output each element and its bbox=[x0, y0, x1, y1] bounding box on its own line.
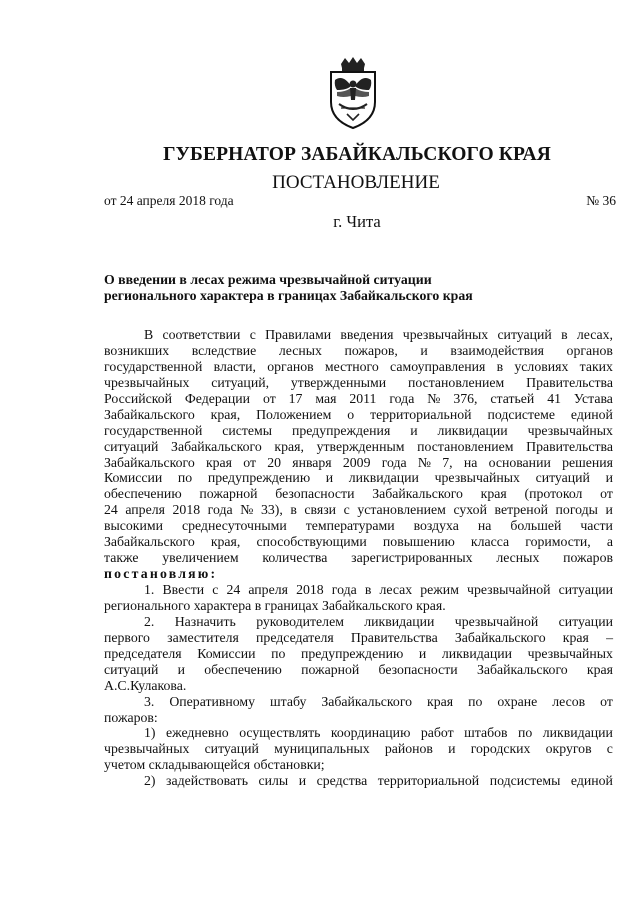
preamble-line: также увеличением количества зарегистрированных лесных пожаров bbox=[104, 550, 613, 566]
preamble-line: государственной власти, органов местного самоуправления в условиях таких bbox=[104, 358, 613, 374]
decree-word: постановляю: bbox=[104, 566, 218, 582]
preamble-line: ситуаций Забайкальского края, утвержденным постановлением Правительства bbox=[104, 438, 613, 454]
preamble-line: Комиссии по предупреждению и ликвидации чрезвычайных ситуаций и bbox=[104, 470, 613, 486]
subject-line: О введении в лесах режима чрезвычайной ситуации bbox=[104, 272, 432, 287]
preamble-line: Забайкальского края от 20 января 2009 года № 7, на основании решения bbox=[104, 454, 613, 470]
preamble-line: государственной системы предупреждения и ликвидации чрезвычайных bbox=[104, 422, 613, 438]
item-first-line: 2. Назначить руководителем ликвидации чрезвычайной ситуации bbox=[144, 613, 613, 629]
item-first-line: 2) задействовать силы и средства территориальной подсистемы единой bbox=[144, 773, 613, 789]
document-type: ПОСТАНОВЛЕНИЕ bbox=[272, 172, 440, 193]
item-line: председателя Комиссии по предупреждению и ликвидации чрезвычайных bbox=[104, 645, 613, 661]
item-line: А.С.Кулакова. bbox=[104, 677, 187, 693]
preamble-line: Российской Федерации от 17 мая 2011 года № 376, статьей 41 Устава bbox=[104, 390, 613, 406]
item-first-line: 3. Оперативному штабу Забайкальского края по охране лесов от bbox=[144, 693, 613, 709]
subject-line: регионального характера в границах Забайкальского края bbox=[104, 288, 473, 303]
preamble-line: Забайкальского края, способствующими повышению класса горимости, а bbox=[104, 534, 613, 550]
document-body bbox=[104, 327, 613, 789]
item-first-line: 1) ежедневно осуществлять координацию работ штабов по ликвидации bbox=[144, 725, 613, 741]
document-subject bbox=[104, 272, 534, 304]
item-line: пожаров: bbox=[104, 709, 158, 725]
preamble-line: 24 апреля 2018 года № 33), в связи с установлением сухой ветреной погоды и bbox=[104, 502, 613, 518]
item-line: ситуаций и обеспечению пожарной безопасности Забайкальского края bbox=[104, 661, 613, 677]
document-number: № 36 bbox=[586, 193, 616, 208]
preamble-line: чрезвычайных ситуаций, утвержденными постановлением Правительства bbox=[104, 374, 613, 390]
preamble-line: высокими среднесуточными температурами воздуха на большей части bbox=[104, 518, 613, 534]
org-title: ГУБЕРНАТОР ЗАБАЙКАЛЬСКОГО КРАЯ bbox=[163, 144, 551, 165]
item-line: учетом складывающейся обстановки; bbox=[104, 757, 325, 773]
item-line: первого заместителя председателя Правительства Забайкальского края – bbox=[104, 629, 613, 645]
document-date: от 24 апреля 2018 года bbox=[104, 193, 234, 208]
coat-of-arms-icon bbox=[327, 56, 379, 130]
item-line: чрезвычайных ситуаций муниципальных районов и городских округов с bbox=[104, 741, 613, 757]
preamble-line: возникших вследствие лесных пожаров, и взаимодействия органов bbox=[104, 342, 613, 358]
preamble-line: Забайкальского края, Положением о территориальной подсистеме единой bbox=[104, 406, 613, 422]
preamble-line: В соответствии с Правилами введения чрезвычайных ситуаций в лесах, bbox=[144, 327, 613, 342]
item-line: регионального характера в границах Забайкальского края. bbox=[104, 597, 446, 613]
document-city: г. Чита bbox=[333, 212, 381, 231]
item-first-line: 1. Ввести с 24 апреля 2018 года в лесах режим чрезвычайной ситуации bbox=[144, 582, 613, 597]
preamble-line: обеспечению пожарной безопасности Забайкальского края (протокол от bbox=[104, 486, 613, 502]
